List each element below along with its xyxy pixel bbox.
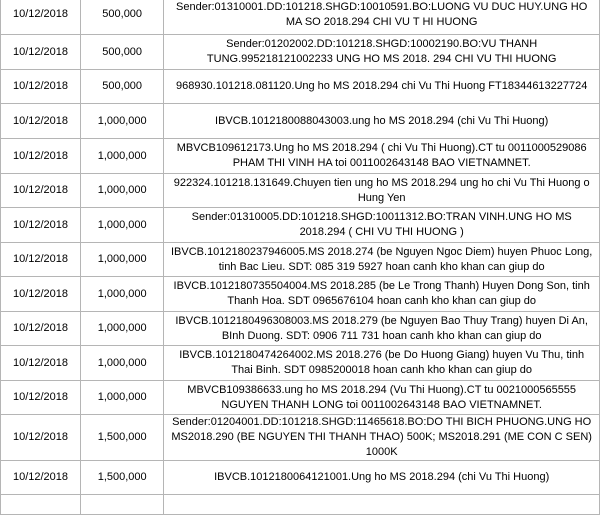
table-row — [1, 381, 600, 415]
table-row — [1, 35, 600, 70]
amount-cell: 1,000,000 — [80, 104, 163, 139]
amount-cell — [80, 495, 163, 515]
amount-cell: 500,000 — [80, 35, 163, 70]
date-cell: 10/12/2018 — [1, 346, 81, 381]
amount-cell: 500,000 — [80, 0, 163, 35]
amount-cell: 1,000,000 — [80, 312, 163, 346]
description-cell: IBVCB.1012180496308003.MS 2018.279 (be Nguyen Bao Thuy Trang) huyen Di An, BInh Duong. SDT: 0906 711 731 hoan canh kho khan can giup do — [164, 312, 600, 346]
date-cell: 10/12/2018 — [1, 104, 81, 139]
table-row — [1, 70, 600, 104]
description-cell: MBVCB109386633.ung ho MS 2018.294 (Vu Thi Huong).CT tu 0021000565555 NGUYEN THANH LONG toi 0011002643148 BAO VIETNAMNET. — [164, 381, 600, 415]
date-cell: 10/12/2018 — [1, 312, 81, 346]
date-cell: 10/12/2018 — [1, 174, 81, 208]
description-cell: IBVCB.1012180064121001.Ung ho MS 2018.294 (chi Vu Thi Huong) — [164, 461, 600, 495]
date-cell: 10/12/2018 — [1, 0, 81, 35]
description-cell: IBVCB.1012180088043003.ung ho MS 2018.294 (chi Vu Thi Huong) — [164, 104, 600, 139]
date-cell: 10/12/2018 — [1, 381, 81, 415]
table-row — [1, 277, 600, 312]
table-row — [1, 0, 600, 35]
description-cell — [164, 495, 600, 515]
description-cell: MBVCB109612173.Ung ho MS 2018.294 ( chi Vu Thi Huong).CT tu 0011000529086 PHAM THI VINH HA toi 0011002643148 BAO VIETNAMNET. — [164, 139, 600, 174]
table-row — [1, 415, 600, 461]
description-cell: IBVCB.1012180735504004.MS 2018.285 (be Le Trong Thanh) Huyen Dong Son, tinh Thanh Hoa. SDT 0965676104 hoan canh kho khan can giup do — [164, 277, 600, 312]
table-row — [1, 346, 600, 381]
table-row — [1, 461, 600, 495]
amount-cell: 1,000,000 — [80, 346, 163, 381]
table-row — [1, 139, 600, 174]
table-row — [1, 243, 600, 277]
description-cell: IBVCB.1012180474264002.MS 2018.276 (be Do Huong Giang) huyen Vu Thu, tinh Thai Binh. SDT 0985200018 hoan canh kho khan can giup do — [164, 346, 600, 381]
amount-cell: 1,000,000 — [80, 277, 163, 312]
amount-cell: 1,000,000 — [80, 174, 163, 208]
description-cell: Sender:01202002.DD:101218.SHGD:10002190.BO:VU THANH TUNG.995218121002233 UNG HO MS 2018. 294 CHI VU THI HUONG — [164, 35, 600, 70]
date-cell: 10/12/2018 — [1, 35, 81, 70]
amount-cell: 500,000 — [80, 70, 163, 104]
amount-cell: 1,000,000 — [80, 139, 163, 174]
amount-cell: 1,500,000 — [80, 461, 163, 495]
amount-cell: 1,500,000 — [80, 415, 163, 461]
table-row — [1, 208, 600, 243]
date-cell: 10/12/2018 — [1, 277, 81, 312]
description-cell: 968930.101218.081120.Ung ho MS 2018.294 chi Vu Thi Huong FT18344613227724 — [164, 70, 600, 104]
date-cell — [1, 495, 81, 515]
date-cell: 10/12/2018 — [1, 243, 81, 277]
amount-cell: 1,000,000 — [80, 208, 163, 243]
description-cell: 922324.101218.131649.Chuyen tien ung ho MS 2018.294 ung ho chi Vu Thi Huong o Hung Yen — [164, 174, 600, 208]
date-cell: 10/12/2018 — [1, 208, 81, 243]
table-row — [1, 495, 600, 515]
description-cell: Sender:01310001.DD:101218.SHGD:10010591.BO:LUONG VU DUC HUY.UNG HO MA SO 2018.294 CHI VU T HI HUONG — [164, 0, 600, 35]
table-row — [1, 312, 600, 346]
date-cell: 10/12/2018 — [1, 70, 81, 104]
description-cell: Sender:01310005.DD:101218.SHGD:10011312.BO:TRAN VINH.UNG HO MS 2018.294 ( CHI VU THI HUONG ) — [164, 208, 600, 243]
amount-cell: 1,000,000 — [80, 243, 163, 277]
amount-cell: 1,000,000 — [80, 381, 163, 415]
table-row — [1, 104, 600, 139]
description-cell: Sender:01204001.DD:101218.SHGD:11465618.BO:DO THI BICH PHUONG.UNG HO MS2018.290 (BE NGUYEN THI THANH THAO) 500K; MS2018.291 (ME CON C SEN) 1000K — [164, 415, 600, 461]
date-cell: 10/12/2018 — [1, 461, 81, 495]
date-cell: 10/12/2018 — [1, 415, 81, 461]
table-row — [1, 174, 600, 208]
date-cell: 10/12/2018 — [1, 139, 81, 174]
description-cell: IBVCB.1012180237946005.MS 2018.274 (be Nguyen Ngoc Diem) huyen Phuoc Long, tinh Bac Lieu. SDT: 085 319 5927 hoan canh kho khan can giup do — [164, 243, 600, 277]
